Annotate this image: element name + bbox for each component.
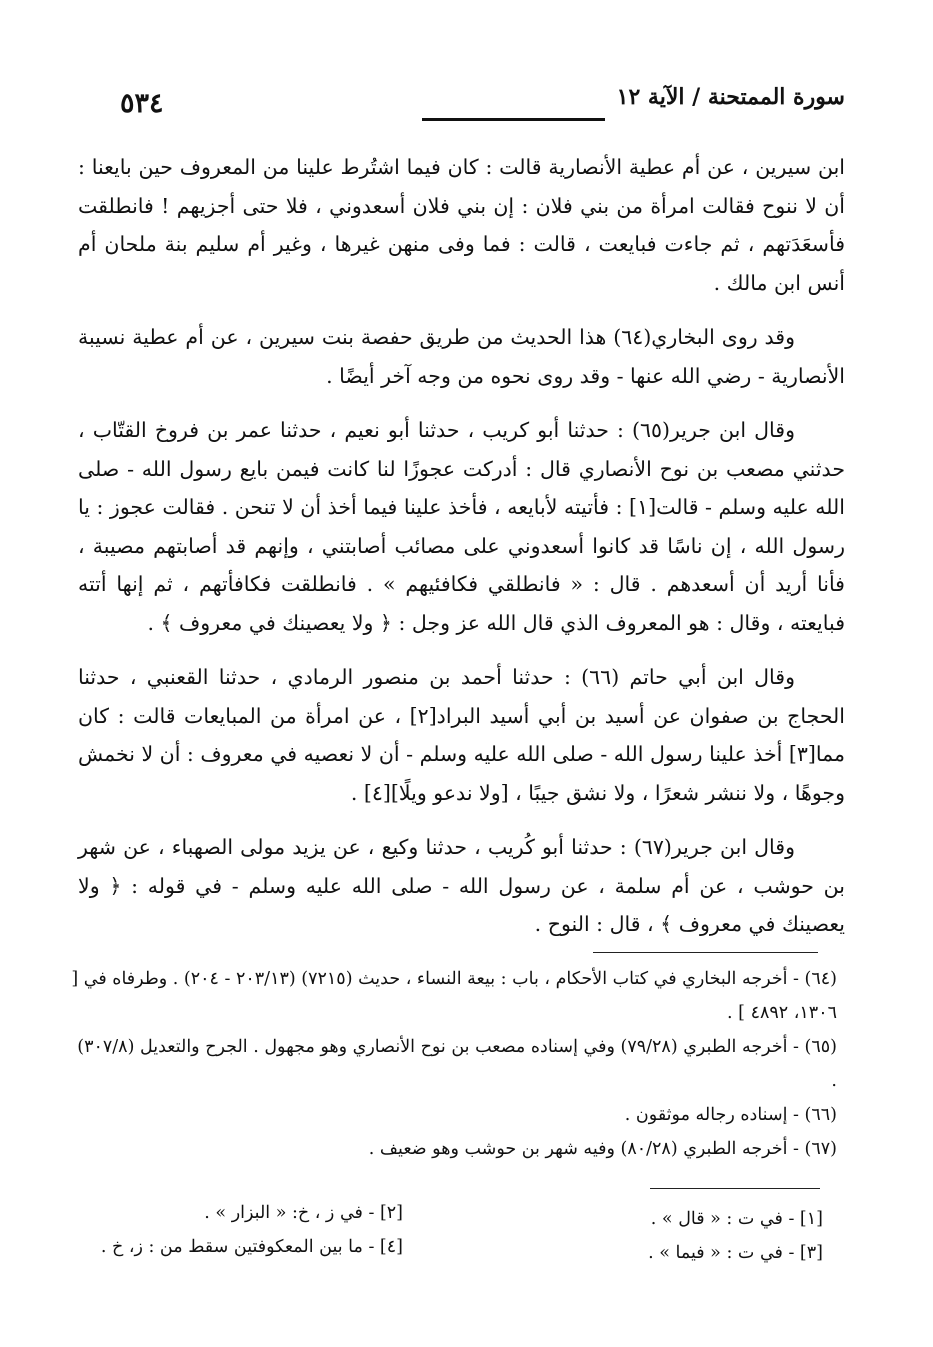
footnote-65: (٦٥) - أخرجه الطبري (٧٩/٢٨) وفي إسناده مصعب بن نوح الأنصاري وهو مجهول . الجرح والتعديل (٣٠٧/٨) . [77, 1037, 837, 1091]
variant-note-1: [١] - في ت : « قال » . [650, 1209, 823, 1229]
variant-note-2: [٢] - في ز ، خ: « البزار » . [204, 1203, 403, 1223]
paragraph-5: وقال ابن جرير(٦٧) : حدثنا أبو كُريب ، حدثنا وكيع ، عن يزيد مولى الصهباء ، عن شهر بن حوشب ، عن أم سلمة ، عن رسول الله - صلى الله عليه وسلم - في قوله : ﴿ ولا يعصينك في معروف ﴾ ، قال : النوح . [78, 835, 845, 936]
footnote-67: (٦٧) - أخرجه الطبري (٨٠/٢٨) وفيه شهر بن حوشب وهو ضعيف . [368, 1139, 837, 1159]
paragraph-4: وقال ابن أبي حاتم (٦٦) : حدثنا أحمد بن منصور الرمادي ، حدثنا القعنبي ، حدثنا الحجاج بن صفوان عن أسيد بن أبي أسيد البراد[٢] ، عن امرأة من المبايعات قالت : كان مما[٣] أخذ علينا رسول الله - صلى الله عليه وسلم - أن لا نعصيه في معروف : أن لا نخمش وجوهًا ، ولا ننشر شعرًا ، ولا نشق جيبًا ، [ولا ندعو ويلًا][٤] . [78, 665, 845, 805]
footnote-64: (٦٤) - أخرجه البخاري في كتاب الأحكام ، باب : بيعة النساء ، حديث (٧٢١٥) (٢٠٣/١٣ - ٢٠٤) . وطرفاه في [ ١٣٠٦، ٤٨٩٢ ] . [71, 969, 837, 1023]
main-text [78, 148, 845, 960]
variant-note-4: [٤] - ما بين المعكوفتين سقط من : ز، خ . [100, 1237, 403, 1257]
footnotes [70, 962, 837, 1166]
page-number: ٥٣٤ [120, 88, 164, 119]
paragraph-2: وقد روى البخاري(٦٤) هذا الحديث من طريق حفصة بنت سيرين ، عن أم عطية نسيبة الأنصارية - رضي الله عنها - وقد روى نحوه من وجه آخر أيضًا . [78, 325, 845, 388]
running-head: سورة الممتحنة / الآية ١٢ [616, 84, 845, 110]
header-rule [422, 118, 605, 121]
page-header [120, 82, 845, 130]
footnote-66: (٦٦) - إسناده رجاله موثقون . [624, 1105, 837, 1125]
paragraph-1: ابن سيرين ، عن أم عطية الأنصارية قالت : كان فيما اشتُرط علينا من المعروف حين بايعنا : أن لا ننوح فقالت امرأة من بني فلان : إن بني فلان أسعدوني ، فلا حتى أجزيهم ! فانطلقت فأسعَدَتهم ، ثم جاءت فبايعت ، قالت : فما وفى منهن غيرها ، وغير أم سليم بنة ملحان أم أنس ابن مالك . [78, 155, 845, 295]
footnote-rule [593, 952, 818, 953]
paragraph-3: وقال ابن جرير(٦٥) : حدثنا أبو كريب ، حدثنا أبو نعيم ، حدثنا عمر بن فروخ القتّاب ، حدثني مصعب بن نوح الأنصاري قال : أدركت عجوزًا لنا كانت فيمن بايع رسول الله - صلى الله عليه وسلم - قالت[١] : فأتيته لأبايعه ، فأخذ علينا فيما أخذ أن لا تنحن . فقالت عجوز : يا رسول الله ، إن ناسًا قد كانوا أسعدوني على مصائب أصابتني ، وإنهم قد أصابتهم مصيبة ، فأنا أريد أن أسعدهم . قال : « فانطلقي فكافئيهم » . فانطلقت فكافأتهم ، ثم إنها أتته فبايعته ، وقال : هو المعروف الذي قال الله عز وجل : ﴿ ولا يعصينك في معروف ﴾ . [78, 418, 845, 635]
variants-rule [650, 1188, 820, 1189]
textual-variants [90, 1196, 823, 1266]
variant-note-3: [٣] - في ت : « فيما » . [648, 1243, 823, 1263]
